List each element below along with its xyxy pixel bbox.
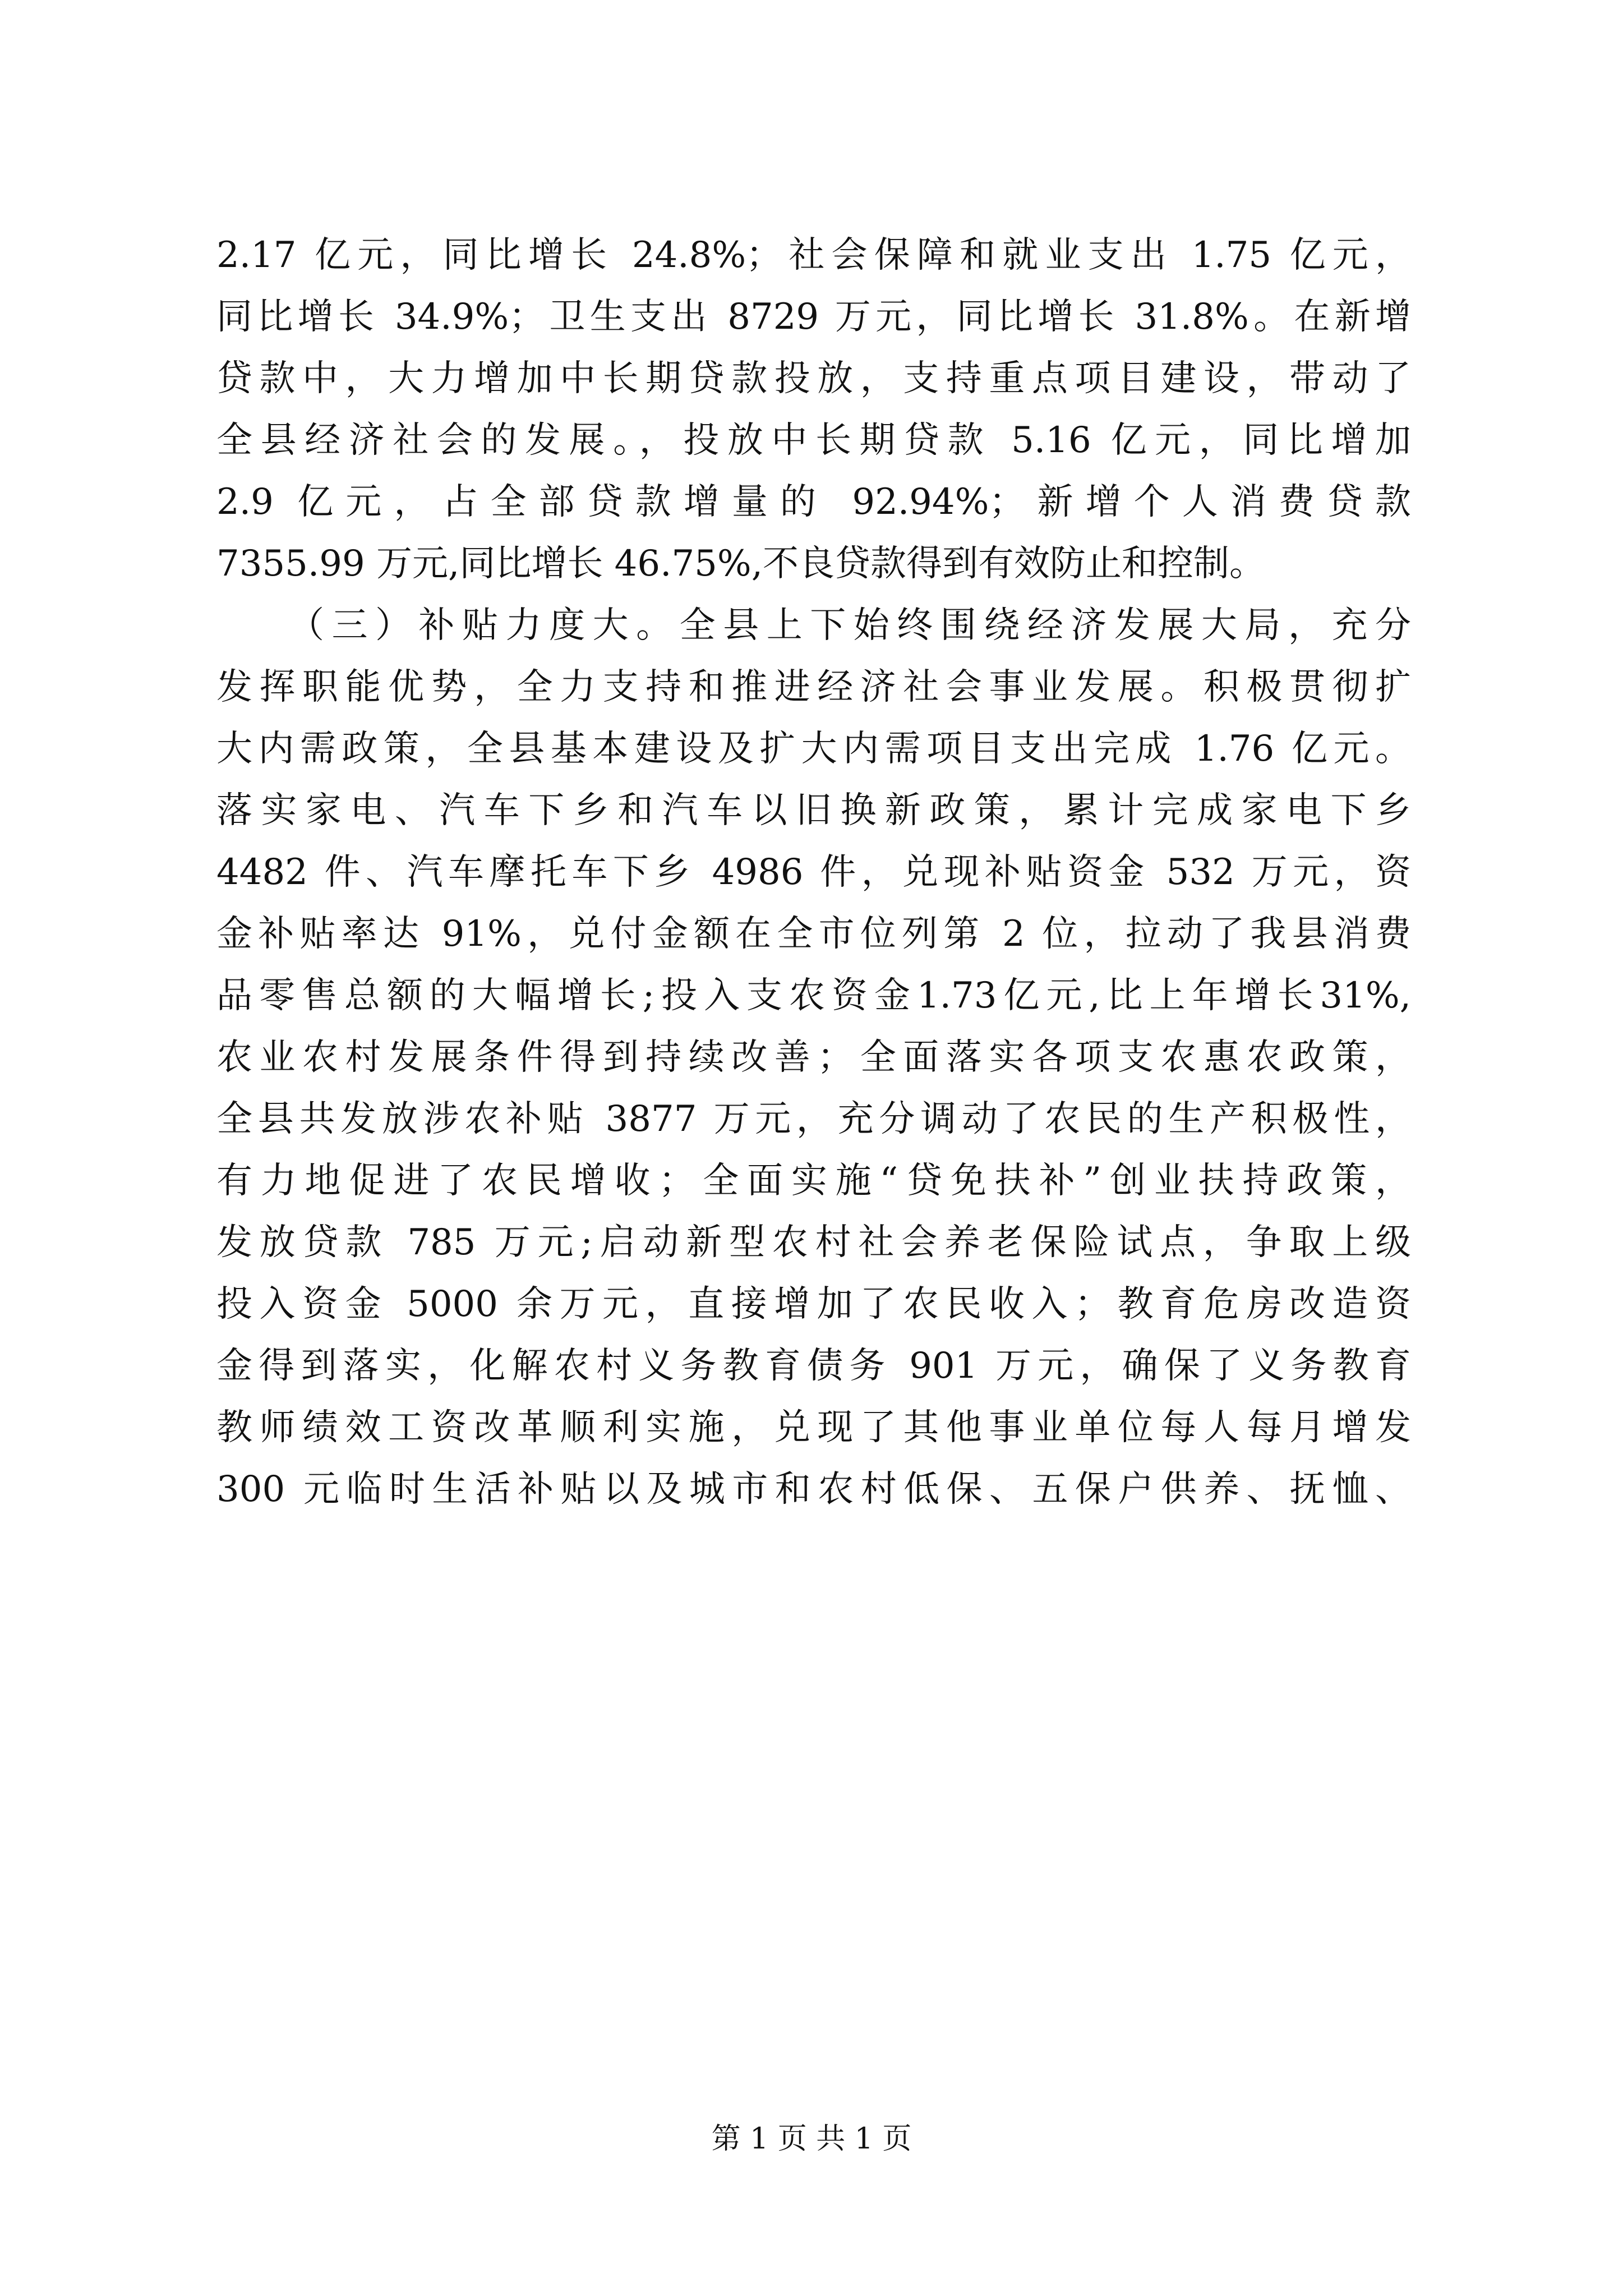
body-text [216,224,1411,1520]
text-line: 投入资金 5000 余万元，直接增加了农民收入；教育危房改造资 [216,1283,1411,1325]
text-line: 同比增长 34.9%；卫生支出 8729 万元，同比增长 31.8%。在新增 [216,296,1411,338]
text-line: 2.17 亿元，同比增长 24.8%；社会保障和就业支出 1.75 亿元， [216,234,1411,276]
text-line: 贷款中，大力增加中长期贷款投放，支持重点项目建设，带动了 [216,358,1411,399]
text-line: 农业农村发展条件得到持续改善；全面落实各项支农惠农政策， [216,1037,1411,1078]
text-line: 教师绩效工资改革顺利实施，兑现了其他事业单位每人每月增发 [216,1407,1411,1448]
text-line: 全县共发放涉农补贴 3877 万元，充分调动了农民的生产积极性， [216,1098,1411,1140]
page-footer: 第 1 页 共 1 页 [711,2122,912,2156]
text-line: 大内需政策，全县基本建设及扩大内需项目支出完成 1.76 亿元。 [216,728,1411,770]
text-line: 金补贴率达 91%，兑付金额在全市位列第 2 位，拉动了我县消费 [216,913,1411,955]
text-line: 落实家电、汽车下乡和汽车以旧换新政策，累计完成家电下乡 [216,790,1411,831]
text-line: 300 元临时生活补贴以及城市和农村低保、五保户供养、抚恤、 [216,1469,1411,1510]
text-line: 有力地促进了农民增收；全面实施“贷免扶补”创业扶持政策， [216,1160,1411,1202]
paragraph-start-line: （三）补贴力度大。全县上下始终围绕经济发展大局，充分 [288,605,1411,646]
text-line: 发放贷款 785 万元;启动新型农村社会养老保险试点，争取上级 [216,1222,1411,1263]
text-line: 金得到落实，化解农村义务教育债务 901 万元，确保了义务教育 [216,1345,1411,1387]
text-line: 4482 件、汽车摩托车下乡 4986 件，兑现补贴资金 532 万元，资 [216,852,1411,893]
text-line: 发挥职能优势，全力支持和推进经济社会事业发展。积极贯彻扩 [216,666,1411,708]
text-line: 7355.99 万元,同比增长 46.75%,不良贷款得到有效防止和控制。 [216,543,1266,585]
text-line: 全县经济社会的发展。，投放中长期贷款 5.16 亿元，同比增加 [216,420,1411,461]
text-line: 品零售总额的大幅增长;投入支农资金1.73亿元,比上年增长31%, [216,975,1411,1016]
text-line: 2.9 亿元，占全部贷款增量的 92.94%；新增个人消费贷款 [216,481,1411,523]
